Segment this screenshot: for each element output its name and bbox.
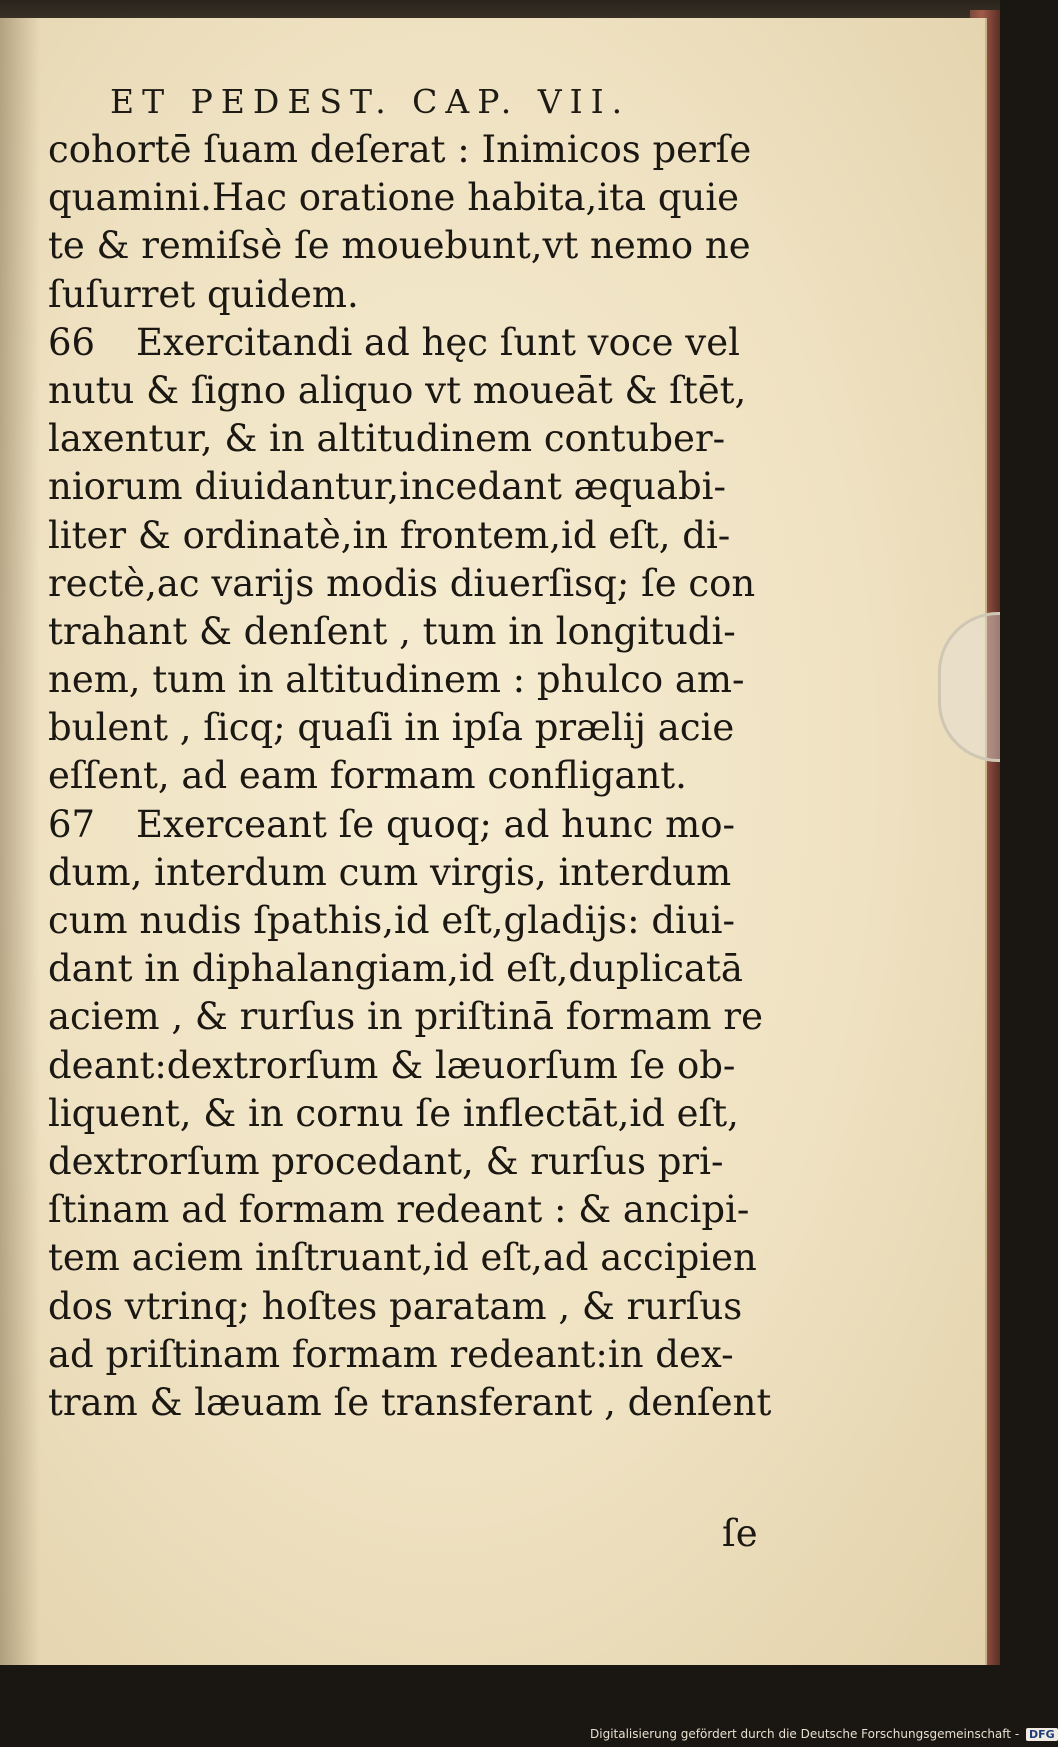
line-text: trahant & denſent , tum in longitudi- (48, 609, 736, 653)
dfg-logo: DFG (1026, 1728, 1058, 1741)
paragraph-number: 66 (48, 320, 96, 364)
line-text: rectè,ac varijs modis diuerſisq; ſe con (48, 561, 756, 605)
text-line (48, 801, 735, 849)
text-line (48, 1138, 724, 1186)
text-line (48, 174, 740, 222)
text-line (48, 1042, 736, 1090)
running-head: ET PEDEST. CAP. VII. (110, 82, 631, 121)
text-line (48, 1186, 750, 1234)
body-text (48, 126, 772, 1427)
line-text: deant:dextrorſum & læuorſum ſe ob- (48, 1043, 736, 1087)
text-line (48, 1331, 734, 1379)
line-text: tem aciem inſtruant,id eſt,ad accipien (48, 1236, 757, 1280)
line-text: niorum diuidantur,incedant æquabi- (48, 465, 726, 509)
credit-text: Digitalisierung gefördert durch die Deutsche Forschungsgemeinschaft - (590, 1727, 1020, 1741)
line-text: dos vtrinq; hoſtes paratam , & rurſus (48, 1284, 743, 1328)
line-text: dextrorſum procedant, & rurſus pri- (48, 1139, 724, 1183)
line-text: Exercitandi ad hęc ſunt voce vel (136, 320, 740, 364)
text-line (48, 897, 736, 945)
text-line (48, 993, 763, 1041)
line-text: liter & ordinatè,in frontem,id eſt, di- (48, 513, 731, 557)
line-text: cohortē ſuam deſerat : Inimicos perſe (48, 128, 752, 171)
text-line (48, 560, 756, 608)
text-line (48, 271, 688, 319)
text-line (48, 1090, 739, 1138)
line-text: dant in diphalangiam,id eſt,duplicatā (48, 947, 743, 991)
text-line (48, 608, 736, 656)
text-line (48, 222, 751, 270)
text-line (48, 945, 743, 993)
line-text: dum, interdum cum virgis, interdum (48, 850, 732, 894)
line-text: liquent, & in cornu ſe inflectāt,id eſt, (48, 1091, 739, 1135)
line-text: Exerceant ſe quoq; ad hunc mo- (136, 802, 735, 846)
page-gutter-shadow (0, 18, 40, 1668)
line-text: aciem , & rurſus in priſtinā formam re (48, 995, 763, 1039)
line-text: ad priſtinam formam redeant:in dex- (48, 1332, 734, 1376)
line-text: quamini.Hac oratione habita,ita quie (48, 176, 740, 220)
line-text: ſtinam ad formam redeant : & ancipi- (48, 1188, 750, 1232)
text-line (48, 849, 732, 897)
line-text: ſuſurret quidem. (48, 272, 359, 316)
text-line (48, 126, 752, 174)
catchword: ſe (722, 1512, 758, 1555)
line-text: nutu & ſigno aliquo vt moueāt & ſtēt, (48, 368, 747, 412)
text-line (48, 1283, 743, 1331)
line-text: nem, tum in altitudinem : phulco am- (48, 658, 745, 702)
line-text: eſſent, ad eam formam confligant. (48, 754, 687, 798)
text-line (48, 1234, 757, 1282)
line-text: te & remiſsè ſe mouebunt,vt nemo ne (48, 224, 751, 268)
text-line (48, 415, 726, 463)
text-line (48, 704, 735, 752)
line-text: tram & læuam ſe transferant , denſent (48, 1380, 772, 1424)
text-line (48, 656, 745, 704)
text-line (48, 367, 747, 415)
text-line (48, 752, 688, 800)
text-line (48, 319, 740, 367)
text-line (48, 1379, 772, 1427)
paragraph-number: 67 (48, 802, 96, 846)
line-text: bulent , ſicq; quaſi in ipſa prælij acie (48, 706, 735, 750)
line-text: cum nudis ſpathis,id eſt,gladijs: diui- (48, 899, 736, 942)
text-line (48, 512, 731, 560)
text-line (48, 463, 726, 511)
line-text: laxentur, & in altitudinem contuber- (48, 417, 726, 461)
digitization-credit (590, 1727, 1055, 1741)
